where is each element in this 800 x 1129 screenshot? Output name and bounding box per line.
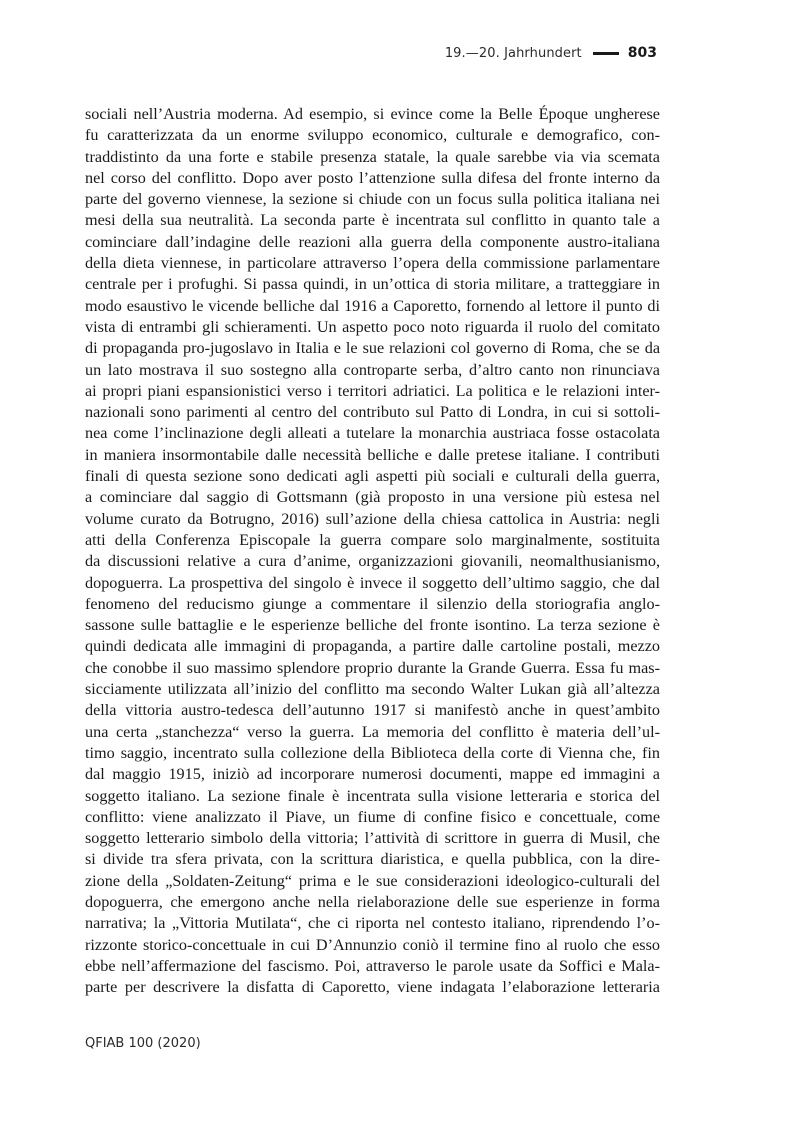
text-line: traddistinto da una forte e stabile presenza statale, la quale sarebbe via via scemata [85, 147, 660, 166]
text-line: sicciamente utilizzata all’inizio del conflitto ma secondo Walter Lukan già all’altezza [85, 680, 660, 699]
text-line: conflitto: viene analizzato il Piave, un fiume di confine fisico e concettuale, come [85, 807, 660, 826]
text-line: fu caratterizzata da un enorme sviluppo economico, culturale e demografico, con- [85, 126, 660, 145]
text-line: della dieta viennese, in particolare attraverso l’opera della commissione parlamentare [85, 254, 660, 273]
text-line: dopoguerra. La prospettiva del singolo è invece il soggetto dell’ultimo saggio, che dal [85, 573, 660, 592]
text-line: ai propri piani espansionistici verso i territori adriatici. La politica e le relazioni inter- [85, 381, 660, 400]
text-line: finali di questa sezione sono dedicati agli aspetti più sociali e culturali della guerra, [85, 467, 660, 486]
text-line: sociali nell’Austria moderna. Ad esempio, si evince come la Belle Époque ungherese [85, 105, 660, 123]
text-line: quindi dedicata alle immagini di propaganda, a partire dalle cartoline postali, mezzo [85, 637, 660, 656]
text-line: sassone sulle battaglie e le esperienze belliche del fronte isontino. La terza sezione è [85, 616, 660, 635]
text-line: soggetto letterario simbolo della vittoria; l’attività di scrittore in guerra di Musil, che [85, 829, 660, 848]
text-line: un lato mostrava il suo sostegno alla controparte serba, d’altro canto non rinunciava [85, 360, 660, 379]
text-line: narrativa; la „Vittoria Mutilata“, che ci riporta nel contesto italiano, riprendendo l’o- [85, 914, 660, 933]
text-line: parte del governo viennese, la sezione si chiude con un focus sulla politica italiana nei [85, 190, 660, 209]
text-line: volume curato da Botrugno, 2016) sull’azione della chiesa cattolica in Austria: negli [85, 509, 660, 528]
text-line: rizzonte storico-concettuale in cui D’Annunzio coniò il termine fino al ruolo che esso [85, 935, 660, 954]
text-line: mesi della sua neutralità. La seconda parte è incentrata sul conflitto in quanto tale a [85, 211, 660, 230]
text-line: timo saggio, incentrato sulla collezione della Biblioteca della corte di Vienna che, fin [85, 743, 660, 762]
text-line: che conobbe il suo massimo splendore proprio durante la Grande Guerra. Essa fu mas- [85, 658, 660, 677]
body-text [85, 104, 660, 998]
text-line: centrale per i profughi. Si passa quindi, in un’ottica di storia militare, a tratteggiare in [85, 275, 660, 294]
text-line: a cominciare dal saggio di Gottsmann (già proposto in una versione più estesa nel [85, 488, 660, 507]
text-line: di propaganda pro-jugoslavo in Italia e le sue relazioni col governo di Roma, che se da [85, 339, 660, 358]
running-head-section: 19.—20. Jahrhundert [444, 45, 582, 61]
text-line: si divide tra sfera privata, con la scrittura diaristica, e quella pubblica, con la dire- [85, 850, 660, 869]
text-line: modo esaustivo le vicende belliche dal 1916 a Caporetto, fornendo al lettore il punto di [85, 296, 660, 315]
text-line: zione della „Soldaten-Zeitung“ prima e le sue considerazioni ideologico-culturali del [85, 871, 660, 890]
text-line: dopoguerra, che emergono anche nella rielaborazione delle sue esperienze in forma [85, 892, 660, 911]
text-line: vista di entrambi gli schieramenti. Un aspetto poco noto riguarda il ruolo del comitato [85, 317, 660, 336]
text-line: nazionali sono parimenti al centro del contributo sul Patto di Londra, in cui si sottoli- [85, 403, 660, 422]
text-line: cominciare dall’indagine delle reazioni alla guerra della componente austro-italiana [85, 232, 660, 251]
header-rule [593, 52, 619, 55]
text-line: nel corso del conflitto. Dopo aver posto l’attenzione sulla difesa del fronte interno da [85, 168, 660, 187]
text-line: ebbe nell’affermazione del fascismo. Poi, attraverso le parole usate da Soffici e Mala- [85, 956, 660, 975]
page-number: 803 [627, 45, 657, 61]
text-line: da discussioni relative a cura d’anime, organizzazioni giovanili, neomalthusianismo, [85, 552, 660, 571]
text-line: parte per descrivere la disfatta di Caporetto, viene indagata l’elaborazione letteraria [85, 978, 660, 997]
text-line: in maniera insormontabile dalle necessità belliche e dalle pretese italiane. I contributi [85, 445, 660, 464]
text-line: atti della Conferenza Episcopale la guerra compare solo marginalmente, sostituita [85, 530, 660, 549]
text-line: fenomeno del reducismo giunge a commentare il silenzio della storiografia anglo- [85, 594, 660, 613]
text-line: della vittoria austro-tedesca dell’autunno 1917 si manifestò anche in quest’ambito [85, 701, 660, 720]
text-line: nea come l’inclinazione degli alleati a tutelare la monarchia austriaca fosse ostacolata [85, 424, 660, 443]
text-line: una certa „stanchezza“ verso la guerra. La memoria del conflitto è materia dell’ul- [85, 722, 660, 741]
text-line: dal maggio 1915, iniziò ad incorporare numerosi documenti, mappe ed immagini a [85, 765, 660, 784]
footer-journal-info: QFIAB 100 (2020) [85, 1036, 201, 1051]
text-line: soggetto italiano. La sezione finale è incentrata sulla visione letteraria e storica del [85, 786, 660, 805]
running-head [445, 41, 657, 65]
